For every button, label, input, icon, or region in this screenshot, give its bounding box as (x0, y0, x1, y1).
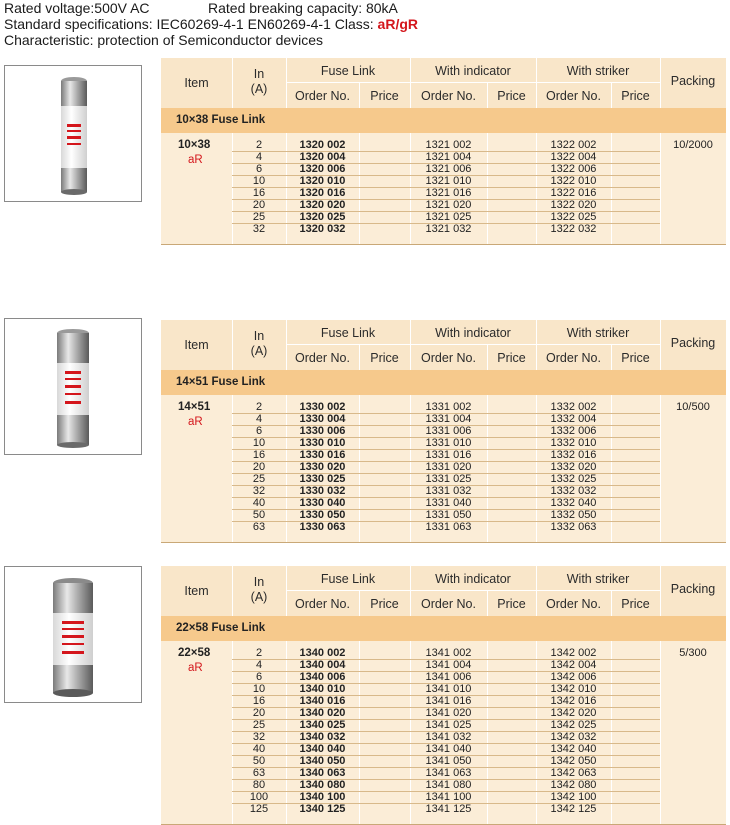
indicator-order-no: 1341 020 (425, 707, 472, 719)
fuse-photo-22x58 (4, 566, 142, 703)
fuse-order-no: 1320 002 (299, 139, 346, 151)
indicator-order-no: 1331 063 (425, 521, 472, 533)
rated-current: 32 (252, 731, 266, 743)
section-title: 22×58 Fuse Link (161, 616, 726, 641)
table-row (161, 659, 726, 671)
table-header (161, 58, 726, 108)
indicator-order-no: 1341 006 (425, 671, 472, 683)
indicator-order-no: 1331 032 (425, 485, 472, 497)
col-in-unit: (A) (250, 344, 268, 358)
indicator-order-no: 1331 010 (425, 437, 472, 449)
table-row (161, 437, 726, 449)
rated-current: 10 (252, 437, 266, 449)
rated-current: 10 (252, 683, 266, 695)
indicator-order-no: 1331 020 (425, 461, 472, 473)
fuse-order-no: 1330 016 (299, 449, 346, 461)
fuse-order-no: 1320 006 (299, 163, 346, 175)
table-14x51 (161, 320, 726, 543)
header-hline (286, 344, 660, 345)
striker-order-no: 1322 010 (550, 175, 597, 187)
standard-specifications (4, 16, 418, 32)
table-row (161, 401, 726, 413)
table-row (161, 485, 726, 497)
section-title: 10×38 Fuse Link (161, 108, 726, 133)
indicator-order-no: 1341 080 (425, 779, 472, 791)
table-row (161, 767, 726, 779)
fuse-order-no: 1340 010 (299, 683, 346, 695)
indicator-order-no: 1331 002 (425, 401, 472, 413)
col-with-indicator: With indicator (435, 326, 511, 340)
table-header (161, 320, 726, 370)
fuse-order-no: 1330 025 (299, 473, 346, 485)
striker-order-no: 1322 025 (550, 211, 597, 223)
rated-current: 6 (255, 671, 263, 683)
striker-order-no: 1342 040 (550, 743, 597, 755)
fuse-order-no: 1340 006 (299, 671, 346, 683)
rated-current: 2 (255, 139, 263, 151)
rated-current: 80 (252, 779, 266, 791)
rated-current: 4 (255, 659, 263, 671)
rated-current: 63 (252, 767, 266, 779)
table-body (161, 641, 726, 825)
table-row (161, 211, 726, 223)
fuse-order-no: 1330 032 (299, 485, 346, 497)
table-row (161, 175, 726, 187)
fuse-order-no: 1330 006 (299, 425, 346, 437)
fuse-photo-10x38 (4, 65, 142, 202)
rated-current: 4 (255, 151, 263, 163)
striker-order-no: 1332 002 (550, 401, 597, 413)
col-order-no: Order No. (546, 89, 601, 103)
col-fuse-link: Fuse Link (320, 326, 376, 340)
rated-current: 63 (252, 521, 266, 533)
col-item: Item (184, 76, 209, 90)
table-row (161, 521, 726, 533)
rated-current: 25 (252, 719, 266, 731)
indicator-order-no: 1331 016 (425, 449, 472, 461)
col-with-striker: With striker (566, 326, 630, 340)
col-in: In (253, 575, 265, 589)
col-order-no: Order No. (546, 597, 601, 611)
table-row (161, 223, 726, 235)
fuse-order-no: 1320 020 (299, 199, 346, 211)
rated-current: 2 (255, 401, 263, 413)
table-row (161, 199, 726, 211)
col-in-unit: (A) (250, 82, 268, 96)
striker-order-no: 1342 020 (550, 707, 597, 719)
col-price: Price (370, 89, 399, 103)
col-order-no: Order No. (295, 89, 350, 103)
striker-order-no: 1342 010 (550, 683, 597, 695)
fuse-10x38-image (5, 66, 141, 201)
indicator-order-no: 1331 040 (425, 497, 472, 509)
rated-current: 20 (252, 199, 266, 211)
rated-current: 20 (252, 461, 266, 473)
table-row (161, 671, 726, 683)
table-bottom-border (161, 244, 726, 245)
item-class: aR (188, 662, 203, 674)
col-order-no: Order No. (421, 597, 476, 611)
header-hline (286, 82, 660, 83)
table-row (161, 473, 726, 485)
col-order-no: Order No. (421, 351, 476, 365)
indicator-order-no: 1341 004 (425, 659, 472, 671)
item-class: aR (188, 154, 203, 166)
striker-order-no: 1332 016 (550, 449, 597, 461)
standard-class: aR/gR (377, 16, 418, 32)
col-fuse-link: Fuse Link (320, 572, 376, 586)
col-price: Price (497, 351, 526, 365)
table-row (161, 509, 726, 521)
rated-current: 20 (252, 707, 266, 719)
rated-voltage: Rated voltage:500V AC (4, 0, 150, 16)
striker-order-no: 1342 016 (550, 695, 597, 707)
fuse-order-no: 1330 004 (299, 413, 346, 425)
striker-order-no: 1322 002 (550, 139, 597, 151)
fuse-order-no: 1320 032 (299, 223, 346, 235)
indicator-order-no: 1331 004 (425, 413, 472, 425)
col-with-striker: With striker (566, 64, 630, 78)
striker-order-no: 1342 125 (550, 803, 597, 815)
indicator-order-no: 1321 032 (425, 223, 472, 235)
rated-current: 16 (252, 449, 266, 461)
col-order-no: Order No. (546, 351, 601, 365)
rated-current: 6 (255, 425, 263, 437)
striker-order-no: 1342 004 (550, 659, 597, 671)
striker-order-no: 1342 032 (550, 731, 597, 743)
rated-current: 100 (249, 791, 269, 803)
rated-current: 2 (255, 647, 263, 659)
col-order-no: Order No. (421, 89, 476, 103)
item-size: 14×51 (178, 401, 211, 413)
rated-current: 6 (255, 163, 263, 175)
indicator-order-no: 1321 006 (425, 163, 472, 175)
rated-current: 32 (252, 223, 266, 235)
fuse-order-no: 1340 050 (299, 755, 346, 767)
striker-order-no: 1332 010 (550, 437, 597, 449)
table-row (161, 187, 726, 199)
col-with-indicator: With indicator (435, 64, 511, 78)
col-with-indicator: With indicator (435, 572, 511, 586)
table-row (161, 719, 726, 731)
rated-current: 40 (252, 497, 266, 509)
fuse-order-no: 1340 040 (299, 743, 346, 755)
rated-current: 10 (252, 175, 266, 187)
packing-value: 10/500 (676, 401, 710, 413)
striker-order-no: 1332 025 (550, 473, 597, 485)
table-row (161, 497, 726, 509)
table-row (161, 791, 726, 803)
fuse-order-no: 1330 063 (299, 521, 346, 533)
striker-order-no: 1332 006 (550, 425, 597, 437)
table-row (161, 743, 726, 755)
table-row (161, 695, 726, 707)
rated-current: 16 (252, 695, 266, 707)
fuse-order-no: 1330 020 (299, 461, 346, 473)
fuse-14x51-image (5, 319, 141, 454)
fuse-order-no: 1340 100 (299, 791, 346, 803)
table-row (161, 151, 726, 163)
indicator-order-no: 1331 025 (425, 473, 472, 485)
col-price: Price (621, 597, 650, 611)
indicator-order-no: 1321 016 (425, 187, 472, 199)
striker-order-no: 1342 063 (550, 767, 597, 779)
striker-order-no: 1332 020 (550, 461, 597, 473)
striker-order-no: 1332 004 (550, 413, 597, 425)
indicator-order-no: 1341 040 (425, 743, 472, 755)
characteristic: Characteristic: protection of Semiconductor devices (4, 32, 324, 48)
table-row (161, 449, 726, 461)
col-packing: Packing (670, 336, 716, 350)
table-row (161, 139, 726, 151)
table-body (161, 133, 726, 245)
striker-order-no: 1342 002 (550, 647, 597, 659)
col-price: Price (370, 351, 399, 365)
indicator-order-no: 1341 050 (425, 755, 472, 767)
striker-order-no: 1322 006 (550, 163, 597, 175)
rated-current: 25 (252, 211, 266, 223)
indicator-order-no: 1321 010 (425, 175, 472, 187)
fuse-order-no: 1320 004 (299, 151, 346, 163)
packing-value: 10/2000 (673, 139, 713, 151)
col-price: Price (497, 597, 526, 611)
packing-value: 5/300 (679, 647, 707, 659)
indicator-order-no: 1321 025 (425, 211, 472, 223)
fuse-order-no: 1330 002 (299, 401, 346, 413)
fuse-photo-14x51 (4, 318, 142, 455)
table-body (161, 395, 726, 543)
table-row (161, 163, 726, 175)
striker-order-no: 1342 080 (550, 779, 597, 791)
indicator-order-no: 1341 025 (425, 719, 472, 731)
col-price: Price (621, 351, 650, 365)
table-row (161, 413, 726, 425)
fuse-order-no: 1330 040 (299, 497, 346, 509)
indicator-order-no: 1341 125 (425, 803, 472, 815)
standard-text: Standard specifications: IEC60269-4-1 EN60269-4-1 Class: (4, 16, 378, 32)
fuse-order-no: 1340 020 (299, 707, 346, 719)
rated-current: 50 (252, 755, 266, 767)
col-item: Item (184, 338, 209, 352)
table-bottom-border (161, 542, 726, 543)
indicator-order-no: 1341 063 (425, 767, 472, 779)
col-with-striker: With striker (566, 572, 630, 586)
striker-order-no: 1342 100 (550, 791, 597, 803)
fuse-order-no: 1320 016 (299, 187, 346, 199)
striker-order-no: 1332 050 (550, 509, 597, 521)
striker-order-no: 1332 063 (550, 521, 597, 533)
table-row (161, 803, 726, 815)
col-in-unit: (A) (250, 590, 268, 604)
fuse-22x58-image (5, 567, 141, 702)
col-price: Price (497, 89, 526, 103)
table-row (161, 647, 726, 659)
rated-current: 125 (249, 803, 269, 815)
fuse-order-no: 1330 010 (299, 437, 346, 449)
col-fuse-link: Fuse Link (320, 64, 376, 78)
striker-order-no: 1322 016 (550, 187, 597, 199)
fuse-order-no: 1340 004 (299, 659, 346, 671)
table-row (161, 755, 726, 767)
indicator-order-no: 1321 004 (425, 151, 472, 163)
fuse-order-no: 1340 080 (299, 779, 346, 791)
table-10x38 (161, 58, 726, 245)
striker-order-no: 1332 040 (550, 497, 597, 509)
rated-current: 25 (252, 473, 266, 485)
col-packing: Packing (670, 74, 716, 88)
indicator-order-no: 1331 050 (425, 509, 472, 521)
col-price: Price (621, 89, 650, 103)
col-in: In (253, 329, 265, 343)
col-order-no: Order No. (295, 351, 350, 365)
table-row (161, 461, 726, 473)
fuse-order-no: 1340 016 (299, 695, 346, 707)
table-row (161, 779, 726, 791)
breaking-capacity: Rated breaking capacity: 80kA (208, 0, 398, 16)
fuse-order-no: 1330 050 (299, 509, 346, 521)
fuse-order-no: 1340 025 (299, 719, 346, 731)
indicator-order-no: 1321 020 (425, 199, 472, 211)
indicator-order-no: 1341 100 (425, 791, 472, 803)
header-hline (286, 590, 660, 591)
fuse-order-no: 1320 025 (299, 211, 346, 223)
item-size: 22×58 (178, 647, 211, 659)
indicator-order-no: 1341 010 (425, 683, 472, 695)
striker-order-no: 1342 050 (550, 755, 597, 767)
col-price: Price (370, 597, 399, 611)
rated-current: 16 (252, 187, 266, 199)
table-row (161, 707, 726, 719)
rated-current: 50 (252, 509, 266, 521)
fuse-order-no: 1340 125 (299, 803, 346, 815)
striker-order-no: 1342 006 (550, 671, 597, 683)
indicator-order-no: 1331 006 (425, 425, 472, 437)
table-row (161, 683, 726, 695)
striker-order-no: 1322 004 (550, 151, 597, 163)
table-header (161, 566, 726, 616)
rated-current: 32 (252, 485, 266, 497)
col-in: In (253, 67, 265, 81)
striker-order-no: 1332 032 (550, 485, 597, 497)
section-title: 14×51 Fuse Link (161, 370, 726, 395)
indicator-order-no: 1341 002 (425, 647, 472, 659)
striker-order-no: 1342 025 (550, 719, 597, 731)
indicator-order-no: 1341 016 (425, 695, 472, 707)
indicator-order-no: 1341 032 (425, 731, 472, 743)
col-order-no: Order No. (295, 597, 350, 611)
fuse-order-no: 1320 010 (299, 175, 346, 187)
rated-current: 40 (252, 743, 266, 755)
fuse-order-no: 1340 063 (299, 767, 346, 779)
table-row (161, 731, 726, 743)
fuse-order-no: 1340 032 (299, 731, 346, 743)
rated-current: 4 (255, 413, 263, 425)
striker-order-no: 1322 020 (550, 199, 597, 211)
indicator-order-no: 1321 002 (425, 139, 472, 151)
item-class: aR (188, 416, 203, 428)
striker-order-no: 1322 032 (550, 223, 597, 235)
item-size: 10×38 (178, 139, 211, 151)
table-22x58 (161, 566, 726, 825)
col-item: Item (184, 584, 209, 598)
col-packing: Packing (670, 582, 716, 596)
fuse-order-no: 1340 002 (299, 647, 346, 659)
table-row (161, 425, 726, 437)
